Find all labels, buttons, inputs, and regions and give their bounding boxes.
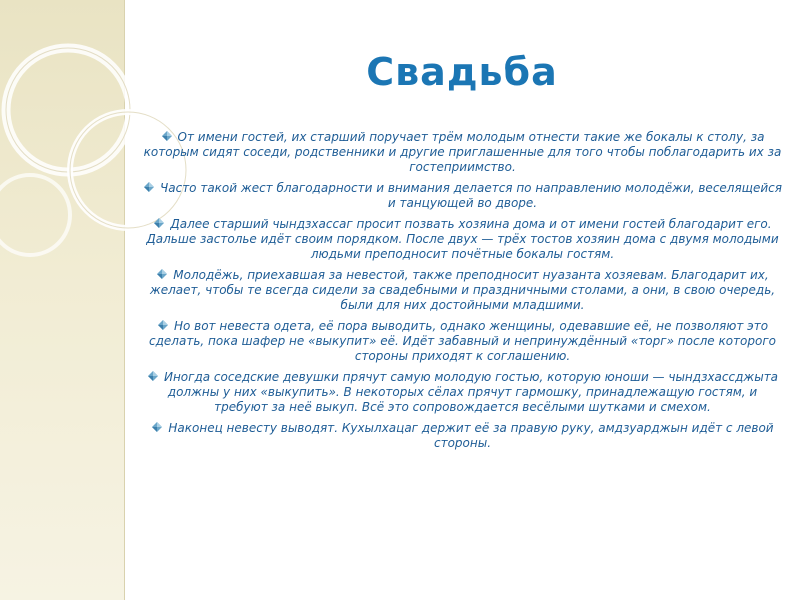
bullet-item xyxy=(140,370,785,415)
blue-diamond-bullet-icon xyxy=(161,130,173,142)
blue-diamond-bullet-icon xyxy=(147,370,159,382)
bullet-item xyxy=(140,217,785,262)
bullet-item xyxy=(140,181,785,211)
bullet-text: Молодёжь, приехавшая за невестой, также преподносит нуазанта хозяевам. Благодарит их, желает, чтобы те всегда сидели за свадебными и праздничными столами, а они, в свою очередь, были для них достойными младшими. xyxy=(149,268,776,312)
bullet-item xyxy=(140,268,785,313)
bullet-text: Но вот невеста одета, её пора выводить, однако женщины, одевавшие её, не позволяют это сделать, пока шафер не «выкупит» её. Идёт забавный и непринуждённый «торг» после которого стороны приходят к соглашению. xyxy=(149,319,776,363)
bullet-item xyxy=(140,421,785,451)
bullet-item xyxy=(140,130,785,175)
bullet-text: Иногда соседские девушки прячут самую молодую гостью, которую юноши — чындзхассджыта должны у них «выкупить». В некоторых сёлах прячут гармошку, принадлежащую гостям, и требуют за неё выкуп. Всё это сопровождается весёлыми шутками и смехом. xyxy=(163,370,779,414)
bullet-text: Наконец невесту выводят. Кухылхацаг держит её за правую руку, амдзуарджын идёт с левой стороны. xyxy=(168,421,774,450)
bullet-text: От имени гостей, их старший поручает трём молодым отнести такие же бокалы к столу, за которым сидят соседи, родственники и другие приглашенные для того чтобы поблагодарить их за гостеприимство. xyxy=(143,130,782,174)
blue-diamond-bullet-icon xyxy=(143,181,155,193)
slide-title: Свадьба xyxy=(366,50,558,94)
blue-diamond-bullet-icon xyxy=(153,217,165,229)
bullet-text: Далее старший чындзхассаг просит позвать хозяина дома и от имени гостей благодарит его. Дальше застолье идёт своим порядком. После двух — трёх тостов хозяин дома с двумя молодыми людьми преподносит почётные бокалы гостям. xyxy=(146,217,779,261)
bullet-list xyxy=(140,130,785,457)
bullet-text: Часто такой жест благодарности и внимания делается по направлению молодёжи, веселящейся и танцующей во дворе. xyxy=(160,181,782,210)
blue-diamond-bullet-icon xyxy=(151,421,163,433)
blue-diamond-bullet-icon xyxy=(157,319,169,331)
bullet-item xyxy=(140,319,785,364)
blue-diamond-bullet-icon xyxy=(156,268,168,280)
